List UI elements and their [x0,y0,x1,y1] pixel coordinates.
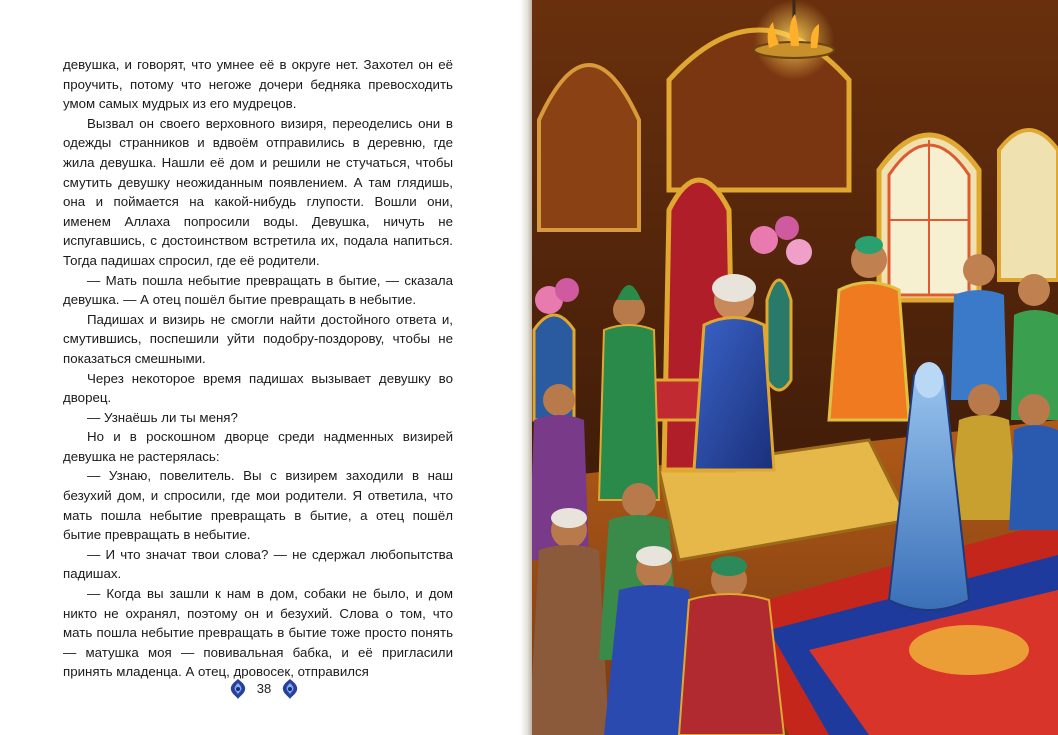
vase [767,280,791,390]
left-ornament-icon [228,678,248,700]
paragraph: Через некоторое время падишах вызывает девушку во дворец. [63,370,453,406]
paragraph: Вызвал он своего верховного визиря, переоделись они в одежды странников и вдвоём отправились в деревню, где жила девушка. Нашли её дом и решили не стучаться, чтобы смутить девушку неожиданным появлением. А там глядишь, она и поймается на какой-нибудь глупости. Вошли они, именем Аллаха попросили воды. Девушка, ничуть не испугавшись, с достоинством встретила их, подала напиться. Тогда падишах спросил, где её родители. [63,115,453,268]
illustration-canvas [529,0,1058,735]
text-column [63,55,453,682]
paragraph: Но и в роскошном дворце среди надменных визирей девушка не растерялась: [63,429,453,464]
right-ornament-icon [280,678,300,700]
page-number: 38 [256,681,272,696]
paragraph: девушка, и говорят, что умнее её в округе нет. Захотел он её проучить, потому что негоже дочери бедняка превосходить умом самых мудрых из его мудрецов. [63,57,453,112]
paragraph: — Когда вы зашли к нам в дом, собаки не было, и дом никто не охранял, поэтому он и безухий. Слова о том, что мать пошла небытие превращать в бытие тоже просто понять — матушка моя — повивальная бабка, и её пригласили принять младенца. А отец, дровосек, отправился [63,586,453,680]
arch-left [539,65,639,230]
palace-court-illustration [529,0,1058,735]
paragraph: — Узнаёшь ли ты меня? [87,409,238,425]
paragraph: — И что значат твои слова? — не сдержал любопытства падишах. [63,546,453,582]
book-gutter [520,0,532,735]
paragraph: Падишах и визирь не смогли найти достойного ответа и, смутившись, поспешили уйти подобру-поздорову, чтобы не показаться смешными. [63,311,453,366]
paragraph: — Мать пошла небытие превращать в бытие, — сказала девушка. — А отец пошёл бытие превращать в небытие. [63,272,453,308]
page-footer [228,676,300,702]
paragraph: — Узнаю, повелитель. Вы с визирем заходили в наш безухий дом, и спросили, где мои родители. Я ответила, что мать пошла небытие превращать в бытие, а отец пошёл бытие превращать в небытие. [63,468,453,543]
